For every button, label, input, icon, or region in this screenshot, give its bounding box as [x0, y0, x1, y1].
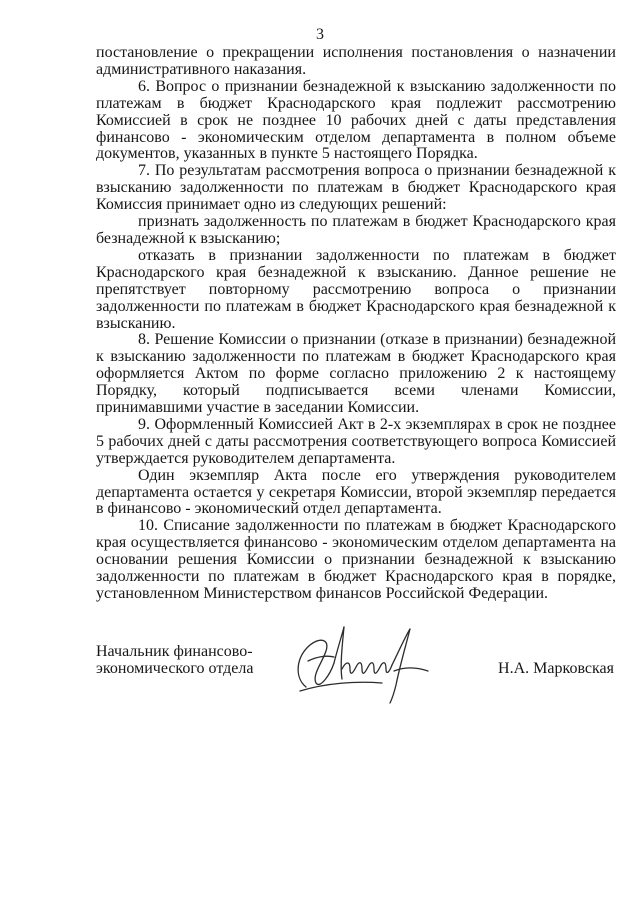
signatory-title: Начальник финансово-экономического отдела — [96, 643, 254, 677]
paragraph-item-6: 6. Вопрос о признании безнадежной к взысканию задолженности по платежам в бюджет Краснодарского края подлежит рассмотрению Комиссией в срок не позднее 10 рабочих дней с даты представления финансово - экономическим отделом департамента в полном объеме документов, указанных в пункте 5 настоящего Порядка. — [96, 77, 616, 163]
signature-icon — [286, 617, 436, 707]
paragraph-continuation: постановление о прекращении исполнения постановления о назначении административного наказания. — [96, 44, 616, 78]
paragraph-item-9: 9. Оформленный Комиссией Акт в 2-х экземплярах в срок не позднее 5 рабочих дней с даты рассмотрения соответствующего вопроса Комиссией утверждается руководителем департамента. — [96, 415, 616, 467]
paragraph-item-10: 10. Списание задолженности по платежам в бюджет Краснодарского края осуществляется финансово - экономическим отделом департамента на основании решения Комиссии о признании безнадежной к взысканию задолженности по платежам в бюджет Краснодарского края в порядке, установленном Министерством финансов Российской Федерации. — [96, 517, 616, 602]
page-number: 3 — [316, 26, 324, 43]
paragraph-item-7: 7. По результатам рассмотрения вопроса о признании безнадежной к взысканию задолженности по платежам в бюджет Краснодарского края Комиссия принимает одно из следующих решений: — [96, 162, 616, 214]
paragraph-act-copies: Один экземпляр Акта после его утверждения руководителем департамента остается у секретаря Комиссии, второй экземпляр передается в финансово - экономический отдел департамента. — [96, 466, 616, 518]
signature-block — [96, 643, 616, 703]
signatory-name: Н.А. Марковская — [498, 660, 614, 677]
paragraph-decision-refuse: отказать в признании задолженности по платежам в бюджет Краснодарского края безнадежной к взысканию. Данное решение не препятствует повторному рассмотрению вопроса о признании задолженности по платежам в бюджет Краснодарского края безнадежной к взысканию. — [96, 246, 616, 332]
document-body — [96, 45, 616, 603]
paragraph-decision-recognize: признать задолженность по платежам в бюджет Краснодарского края безнадежной к взысканию; — [96, 213, 616, 247]
paragraph-item-8: 8. Решение Комиссии о признании (отказе в признании) безнадежной к взысканию задолженности по платежам в бюджет Краснодарского края оформляется Актом по форме согласно приложению 2 к настоящему Порядку, который подписывается всеми членами Комиссии, принимавшими участие в заседании Комиссии. — [96, 331, 616, 417]
